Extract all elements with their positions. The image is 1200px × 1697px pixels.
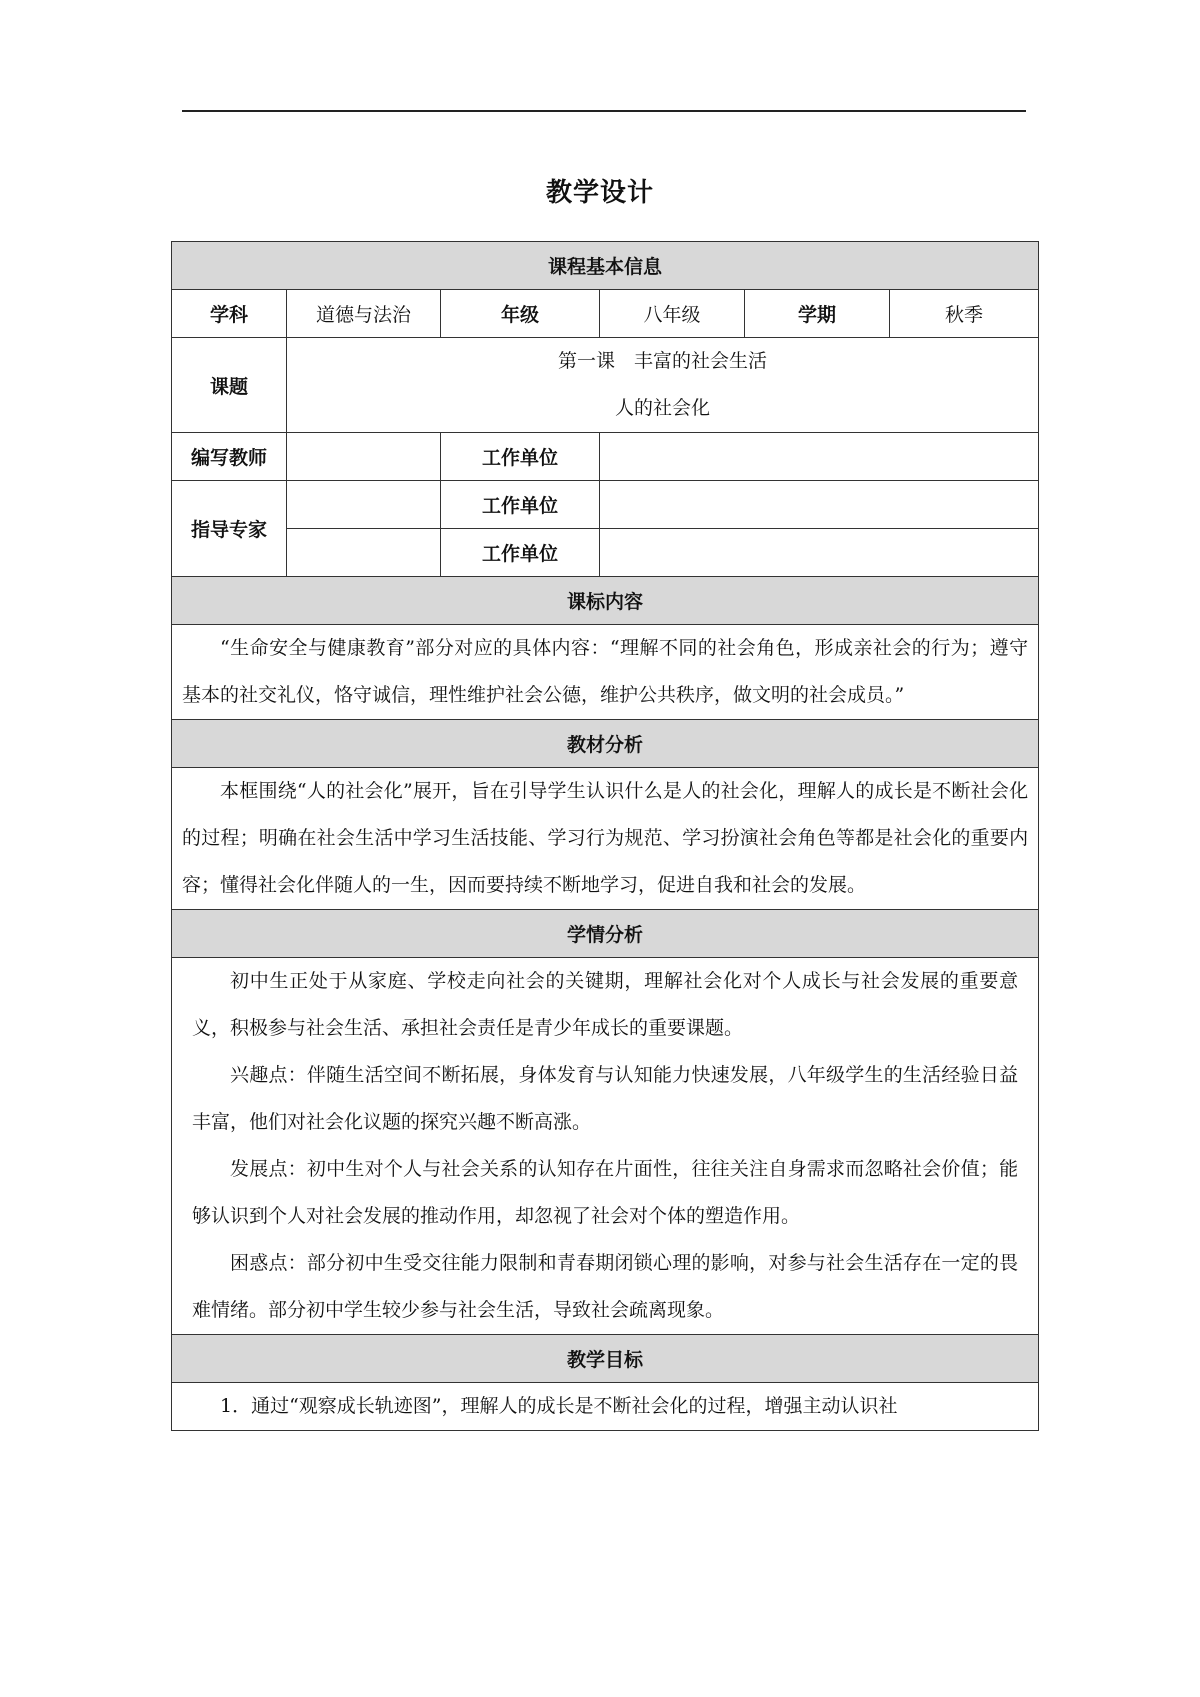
subject-label: 学科 bbox=[172, 290, 287, 338]
learners-paragraph: 初中生正处于从家庭、学校走向社会的关键期，理解社会化对个人成长与社会发展的重要意义，积极参与社会生活、承担社会责任是青少年成长的重要课题。 bbox=[192, 970, 1019, 1039]
expert-workplace-value-2 bbox=[600, 529, 1039, 577]
teacher-label: 编写教师 bbox=[172, 433, 287, 481]
standards-text: “生命安全与健康教育”部分对应的具体内容：“理解不同的社会角色，形成亲社会的行为；遵守基本的社交礼仪，恪守诚信，理性维护社会公德，维护公共秩序，做文明的社会成员。” bbox=[172, 625, 1039, 720]
grade-value: 八年级 bbox=[600, 290, 745, 338]
expert-value-1 bbox=[287, 481, 441, 529]
header-rule bbox=[182, 110, 1026, 112]
topic-value bbox=[287, 338, 1039, 433]
topic-label: 课题 bbox=[172, 338, 287, 433]
basic-info-header: 课程基本信息 bbox=[172, 242, 1039, 290]
topic-line-1: 第一课 丰富的社会生活 bbox=[558, 350, 768, 372]
grade-label: 年级 bbox=[441, 290, 600, 338]
lesson-plan-table bbox=[171, 241, 1039, 1431]
expert-value-2 bbox=[287, 529, 441, 577]
material-text: 本框围绕“人的社会化”展开，旨在引导学生认识什么是人的社会化，理解人的成长是不断社会化的过程；明确在社会生活中学习生活技能、学习行为规范、学习扮演社会角色等都是社会化的重要内容；懂得社会化伴随人的一生，因而要持续不断地学习，促进自我和社会的发展。 bbox=[172, 768, 1039, 910]
expert-workplace-value-1 bbox=[600, 481, 1039, 529]
subject-value: 道德与法治 bbox=[287, 290, 441, 338]
learners-body bbox=[172, 958, 1039, 1335]
material-header: 教材分析 bbox=[172, 720, 1039, 768]
confusion-paragraph: 困惑点：部分初中生受交往能力限制和青春期闭锁心理的影响，对参与社会生活存在一定的畏难情绪。部分初中学生较少参与社会生活，导致社会疏离现象。 bbox=[192, 1252, 1019, 1321]
teacher-workplace-value bbox=[600, 433, 1039, 481]
standards-header: 课标内容 bbox=[172, 577, 1039, 625]
learners-header: 学情分析 bbox=[172, 910, 1039, 958]
page-title: 教学设计 bbox=[545, 178, 654, 208]
expert-label: 指导专家 bbox=[172, 481, 287, 577]
interest-paragraph: 兴趣点：伴随生活空间不断拓展，身体发育与认知能力快速发展，八年级学生的生活经验日益丰富，他们对社会化议题的探究兴趣不断高涨。 bbox=[192, 1064, 1019, 1133]
teacher-value bbox=[287, 433, 441, 481]
development-paragraph: 发展点：初中生对个人与社会关系的认知存在片面性，往往关注自身需求而忽略社会价值；能够认识到个人对社会发展的推动作用，却忽视了社会对个体的塑造作用。 bbox=[192, 1158, 1019, 1227]
teacher-workplace-label: 工作单位 bbox=[441, 433, 600, 481]
topic-line-2: 人的社会化 bbox=[615, 397, 711, 419]
goals-header: 教学目标 bbox=[172, 1335, 1039, 1383]
expert-workplace-label-2: 工作单位 bbox=[441, 529, 600, 577]
term-label: 学期 bbox=[745, 290, 890, 338]
expert-workplace-label-1: 工作单位 bbox=[441, 481, 600, 529]
term-value: 秋季 bbox=[890, 290, 1039, 338]
goal-item-1: 1．通过“观察成长轨迹图”，理解人的成长是不断社会化的过程，增强主动认识社 bbox=[172, 1383, 1039, 1431]
